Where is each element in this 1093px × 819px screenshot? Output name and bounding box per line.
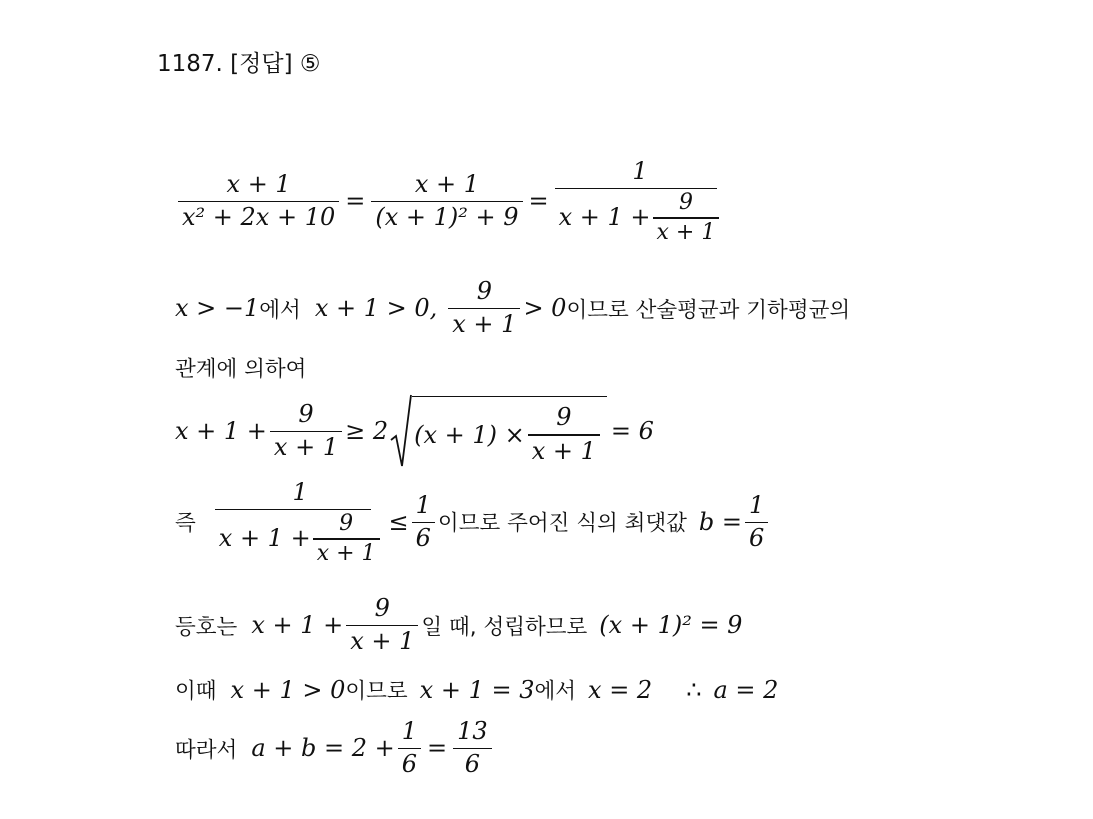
max-value-nested-fraction bbox=[313, 512, 380, 565]
max-value-denominator-lead: x + 1 + bbox=[218, 524, 311, 553]
one-sixth-numerator: 1 bbox=[415, 490, 431, 519]
equality-fraction-bar bbox=[346, 625, 418, 626]
equation-line-6 bbox=[175, 595, 742, 655]
greater-equal-two: ≥ 2 bbox=[345, 417, 389, 445]
b-value-numerator: 1 bbox=[749, 490, 765, 519]
max-value-fraction-bar bbox=[215, 509, 371, 510]
therefore-icon: ∴ bbox=[686, 675, 702, 704]
equality-fraction-numerator: 9 bbox=[374, 594, 390, 622]
max-value-nested-bar bbox=[313, 538, 380, 539]
sum-fraction-denominator: 6 bbox=[401, 750, 418, 779]
text-max-value: 이므로 주어진 식의 최댓값 bbox=[437, 511, 687, 537]
result-fraction bbox=[453, 718, 492, 778]
max-value-nested-numerator: 9 bbox=[339, 511, 354, 537]
b-value-bar bbox=[745, 522, 768, 523]
fraction-2-numerator: x + 1 bbox=[414, 169, 479, 198]
am-gm-fraction-denominator: x + 1 bbox=[273, 433, 339, 462]
square-root-fraction bbox=[528, 404, 600, 464]
max-value-fraction-numerator: 1 bbox=[292, 478, 308, 506]
text-so: 이므로 bbox=[345, 679, 408, 704]
x-equals-two: x = 2 bbox=[588, 675, 653, 704]
one-sixth-denominator: 6 bbox=[415, 524, 431, 553]
am-gm-lead: x + 1 + bbox=[175, 417, 267, 445]
square-root-lead: (x + 1) × bbox=[414, 420, 525, 449]
equality-fraction-denominator: x + 1 bbox=[350, 627, 415, 656]
square-root-fraction-numerator: 9 bbox=[556, 403, 572, 432]
square-root-fraction-bar bbox=[528, 434, 600, 435]
nested-fraction bbox=[653, 191, 720, 244]
equality-fraction bbox=[346, 595, 418, 655]
result-fraction-numerator: 13 bbox=[457, 717, 488, 745]
sum-fraction-numerator: 1 bbox=[401, 717, 418, 745]
equation-line-1 bbox=[175, 158, 728, 244]
text-holds: 일 때, 성립하므로 bbox=[421, 614, 588, 640]
max-value-fraction-denominator bbox=[215, 512, 386, 565]
text-then: 이때 bbox=[175, 679, 217, 704]
text-am-gm: 이므로 산술평균과 기하평균의 bbox=[566, 297, 851, 323]
condition-x-plus-one: x + 1 > 0, bbox=[314, 294, 438, 323]
less-equal-sign: ≤ bbox=[388, 507, 409, 536]
sum-fraction bbox=[398, 718, 421, 778]
fraction-3-denominator-lead: x + 1 + bbox=[558, 203, 651, 232]
text-jeuk: 즉 bbox=[175, 511, 196, 537]
fraction-2-bar bbox=[371, 201, 522, 202]
equation-line-4 bbox=[175, 394, 654, 468]
equals-sign-1: = bbox=[345, 186, 366, 215]
text-relation: 관계에 의하여 bbox=[175, 357, 307, 382]
nested-fraction-denominator: x + 1 bbox=[656, 219, 716, 245]
nested-fraction-bar bbox=[653, 217, 720, 218]
a-equals-two: a = 2 bbox=[713, 675, 779, 704]
am-gm-fraction bbox=[270, 401, 342, 461]
text-therefore: 따라서 bbox=[175, 737, 238, 763]
result-fraction-denominator: 6 bbox=[464, 750, 481, 779]
b-equals: b = bbox=[698, 507, 742, 536]
sum-equals: = bbox=[427, 734, 448, 763]
sum-lead: a + b = 2 + bbox=[251, 734, 395, 763]
fraction-1-denominator: x² + 2x + 10 bbox=[182, 203, 336, 232]
nested-fraction-numerator: 9 bbox=[678, 190, 693, 216]
fraction-nine-over-bar bbox=[448, 308, 520, 309]
one-sixth-bar bbox=[412, 522, 435, 523]
fraction-2 bbox=[371, 171, 522, 231]
fraction-3-denominator bbox=[555, 191, 726, 244]
one-sixth-fraction bbox=[412, 492, 435, 552]
max-value-fraction bbox=[215, 479, 386, 565]
fraction-1-numerator: x + 1 bbox=[226, 169, 291, 198]
text-equality: 등호는 bbox=[175, 614, 238, 640]
fraction-nine-over-denominator: x + 1 bbox=[452, 310, 517, 339]
max-value-nested-denominator: x + 1 bbox=[316, 540, 376, 566]
text-line-3 bbox=[175, 352, 306, 383]
equals-six: = 6 bbox=[610, 417, 654, 445]
b-value-fraction bbox=[745, 492, 768, 552]
text-eseo: 에서 bbox=[259, 297, 301, 323]
positive-condition: x + 1 > 0 bbox=[230, 675, 346, 704]
fraction-1-bar bbox=[178, 201, 339, 202]
condition-greater-zero: > 0 bbox=[523, 294, 567, 323]
equality-lead: x + 1 + bbox=[251, 611, 344, 640]
b-value-denominator: 6 bbox=[749, 524, 765, 553]
equation-line-8 bbox=[175, 718, 495, 778]
equation-line-7 bbox=[175, 674, 778, 705]
squared-equation: (x + 1)² = 9 bbox=[599, 611, 743, 640]
square-root-fraction-denominator: x + 1 bbox=[531, 436, 596, 465]
equation-line-5 bbox=[175, 479, 771, 565]
fraction-nine-over-numerator: 9 bbox=[476, 277, 492, 305]
fraction-3-bar bbox=[555, 188, 717, 189]
equation-equals-three: x + 1 = 3 bbox=[419, 675, 535, 704]
problem-number: 1187. [정답] ⑤ bbox=[157, 51, 321, 77]
equals-sign-2: = bbox=[528, 186, 549, 215]
fraction-1 bbox=[178, 171, 339, 231]
fraction-3 bbox=[555, 158, 726, 244]
condition-x-greater: x > −1 bbox=[175, 294, 260, 323]
equation-line-2 bbox=[175, 278, 850, 338]
am-gm-fraction-numerator: 9 bbox=[298, 399, 314, 428]
sum-fraction-bar bbox=[398, 748, 421, 749]
fraction-nine-over bbox=[448, 278, 520, 338]
am-gm-fraction-bar bbox=[270, 431, 342, 432]
radical-sign-icon bbox=[390, 394, 412, 468]
square-root-body bbox=[412, 396, 607, 468]
square-root bbox=[390, 394, 607, 468]
text-from: 에서 bbox=[534, 679, 577, 704]
fraction-3-numerator: 1 bbox=[632, 157, 648, 185]
result-fraction-bar bbox=[453, 748, 492, 749]
fraction-2-denominator: (x + 1)² + 9 bbox=[375, 203, 519, 232]
